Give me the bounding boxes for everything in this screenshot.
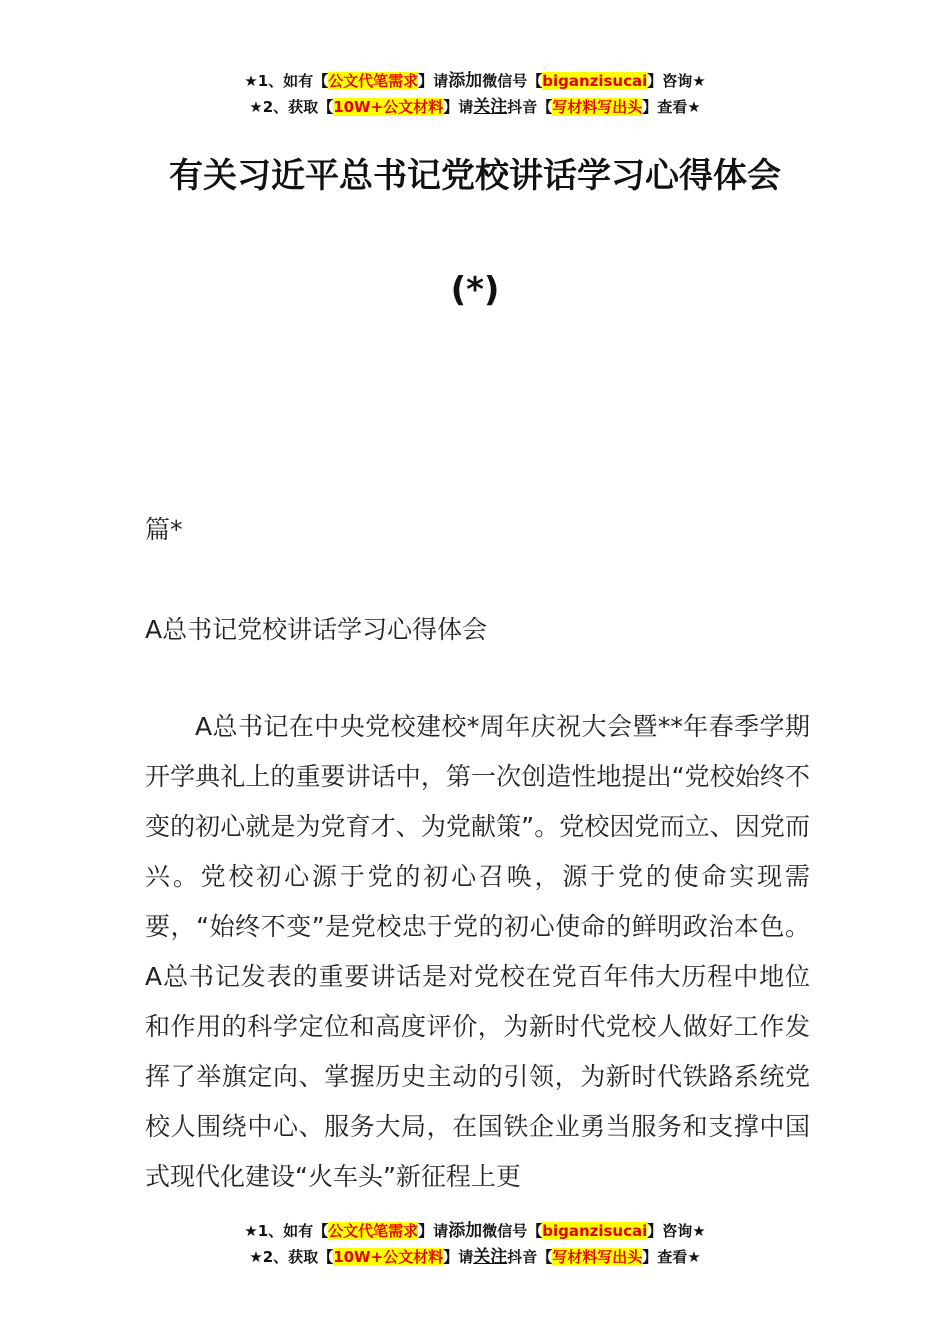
- banner-text: 】请: [443, 1248, 474, 1266]
- banner-text: ★1、如有【: [244, 1222, 329, 1240]
- banner-highlight: 公文代笔需求: [328, 1222, 419, 1240]
- banner-text: ★1、如有【: [244, 72, 329, 90]
- banner-highlight: 公文代笔需求: [328, 72, 419, 90]
- banner-line-1: [0, 68, 950, 94]
- banner-text: ★2、获取【: [249, 1248, 334, 1266]
- banner-emphasis: 关注: [473, 97, 508, 117]
- banner-line-2: [0, 94, 950, 120]
- banner-highlight: 写材料写出头: [552, 98, 643, 116]
- section-title: A总书记党校讲话学习心得体会: [145, 615, 488, 644]
- banner-emphasis: 添加: [448, 1221, 483, 1241]
- banner-emphasis: 关注: [473, 1247, 508, 1267]
- banner-text: 】咨询★: [647, 72, 706, 90]
- banner-highlight: biganzisucai: [542, 1222, 648, 1240]
- banner-text: 抖音【: [507, 98, 553, 116]
- banner-text: 】请: [443, 98, 474, 116]
- body-paragraph: A总书记在中央党校建校*周年庆祝大会暨**年春季学期开学典礼上的重要讲话中，第一次创造性地提出“党校始终不变的初心就是为党育才、为党献策”。党校因党而立、因党而兴。党校初心源于党的初心召唤，源于党的使命实现需要，“始终不变”是党校忠于党的初心使命的鲜明政治本色。A总书记发表的重要讲话是对党校在党百年伟大历程中地位和作用的科学定位和高度评价，为新时代党校人做好工作发挥了举旗定向、掌握历史主动的引领，为新时代铁路系统党校人围绕中心、服务大局，在国铁企业勇当服务和支撑中国式现代化建设“火车头”新征程上更: [145, 712, 810, 1191]
- document-title: 有关习近平总书记党校讲话学习心得体会: [169, 156, 781, 196]
- banner-text: 】咨询★: [647, 1222, 706, 1240]
- banner-text: 】请: [418, 1222, 449, 1240]
- banner-highlight: 写材料写出头: [552, 1248, 643, 1266]
- banner-line-2: [0, 1244, 950, 1270]
- banner-text: 】查看★: [642, 98, 701, 116]
- banner-highlight: 10W+公文材料: [333, 1248, 444, 1266]
- banner-text: 微信号【: [482, 1222, 543, 1240]
- bottom-banner: [0, 1218, 950, 1270]
- document-subtitle: (*): [450, 270, 500, 310]
- banner-emphasis: 添加: [448, 71, 483, 91]
- top-banner: [0, 68, 950, 120]
- banner-highlight: biganzisucai: [542, 72, 648, 90]
- banner-text: 】查看★: [642, 1248, 701, 1266]
- banner-text: 】请: [418, 72, 449, 90]
- banner-text: ★2、获取【: [249, 98, 334, 116]
- banner-text: 抖音【: [507, 1248, 553, 1266]
- banner-highlight: 10W+公文材料: [333, 98, 444, 116]
- banner-line-1: [0, 1218, 950, 1244]
- banner-text: 微信号【: [482, 72, 543, 90]
- section-label: 篇*: [145, 515, 183, 544]
